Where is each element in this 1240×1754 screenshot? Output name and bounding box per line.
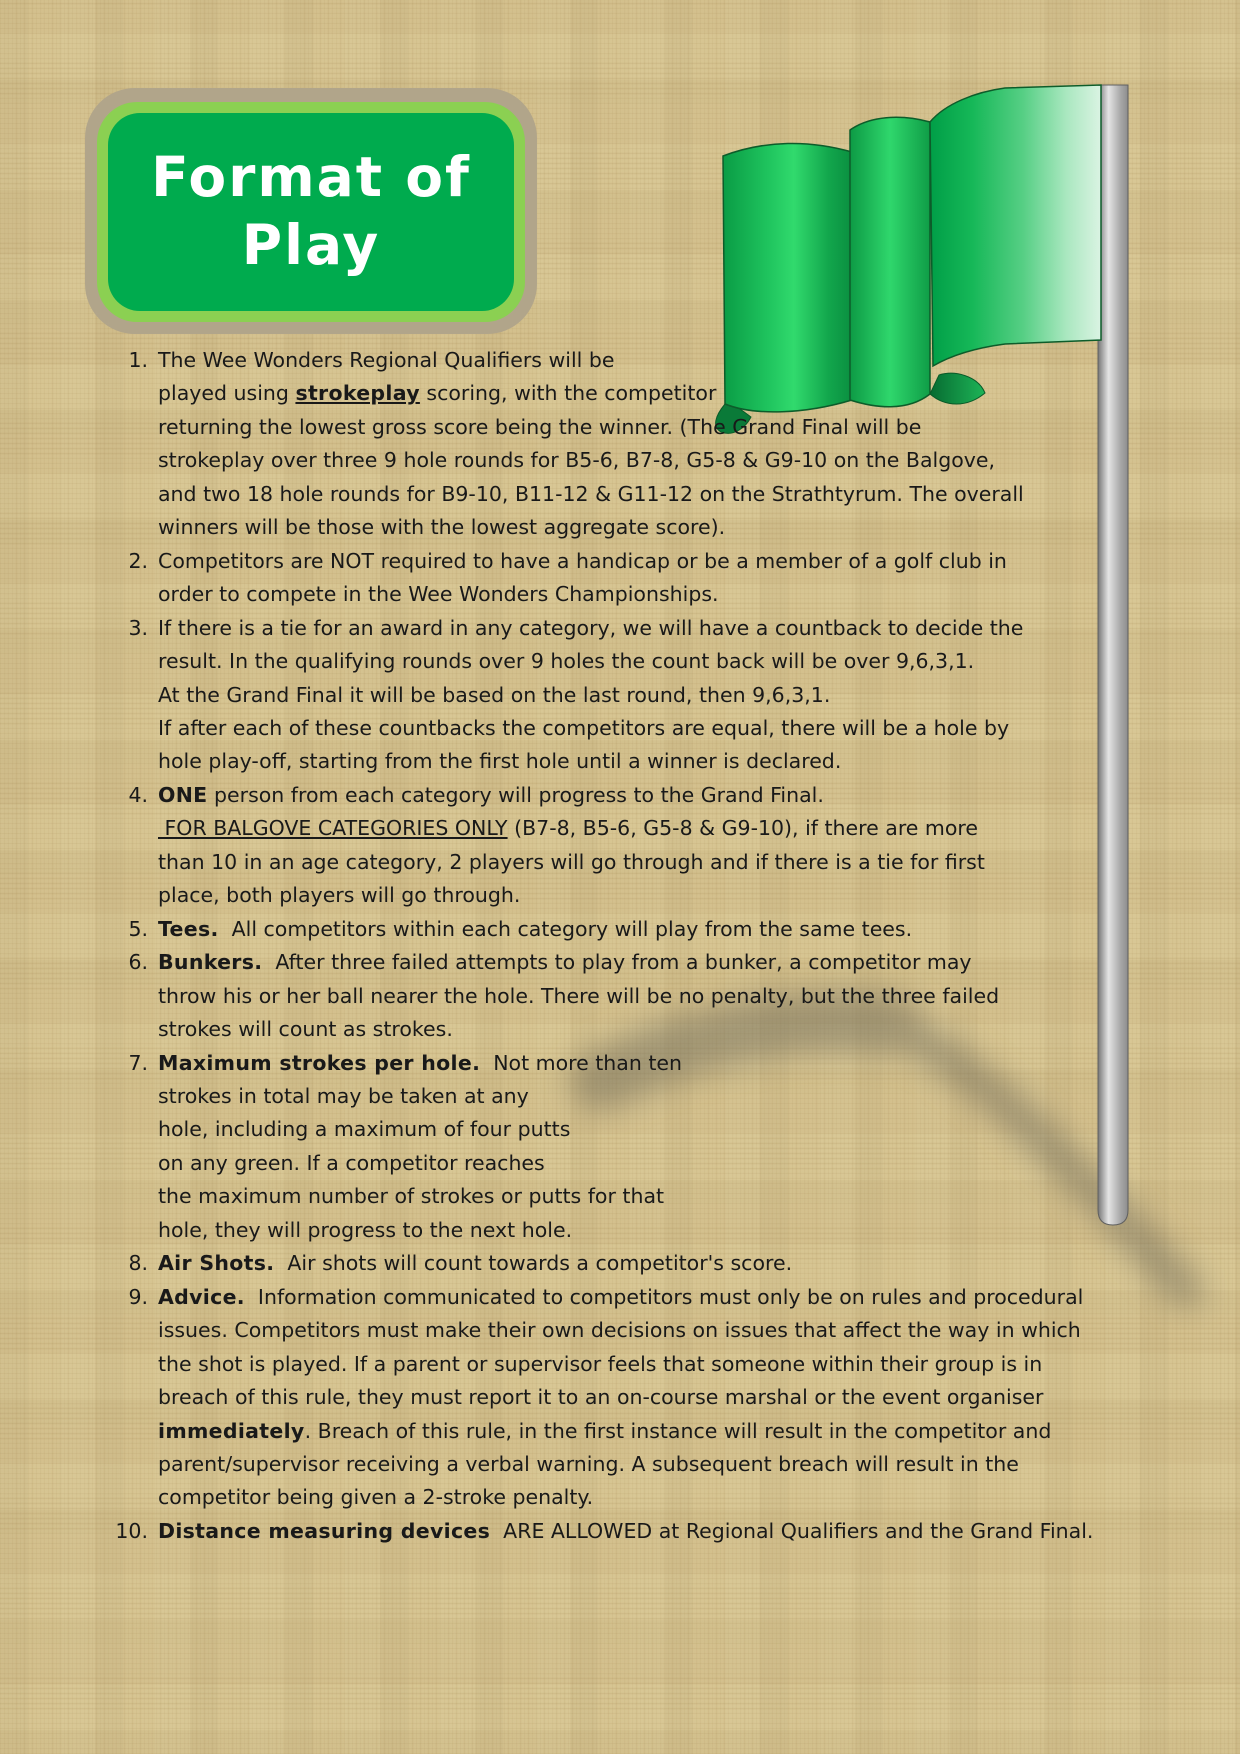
rule-text: and two 18 hole rounds for B9-10, B11-12 & G11-12 on the Strathtyrum. The overall (158, 481, 1024, 506)
rule-number: 4. (128, 782, 148, 807)
rule-text: issues. Competitors must make their own decisions on issues that affect the way in which (158, 1318, 1081, 1343)
rule-number (112, 1415, 158, 1448)
rule-number (112, 1348, 158, 1381)
rule-line (112, 478, 1202, 511)
rule-text: strokeplay over three 9 hole rounds for B5-6, B7-8, G5-8 & G9-10 on the Balgove, (158, 448, 996, 473)
rule-text: strokes in total may be taken at any (158, 1083, 529, 1108)
rule-number (112, 745, 158, 778)
rule-item (112, 612, 1202, 645)
rule-number (112, 1214, 158, 1247)
rule-text: order to compete in the Wee Wonders Championships. (158, 582, 719, 607)
rule-text: Distance measuring devices ARE ALLOWED at Regional Qualifiers and the Grand Final. (158, 1518, 1094, 1543)
title-box-fill (108, 113, 514, 311)
rule-number (112, 1080, 158, 1113)
rule-number (112, 1013, 158, 1046)
rule-number (112, 846, 158, 879)
rule-number: 5. (128, 916, 148, 941)
rule-text: Air Shots. Air shots will count towards a competitor's score. (158, 1251, 793, 1276)
rule-text: winners will be those with the lowest aggregate score). (158, 515, 726, 540)
rule-text: Tees. All competitors within each category will play from the same tees. (158, 916, 913, 941)
rule-text: the shot is played. If a parent or supervisor feels that someone within their group is in (158, 1351, 1043, 1376)
rule-number (112, 1113, 158, 1146)
rule-text: hole, including a maximum of four putts (158, 1117, 571, 1142)
rule-number (112, 1180, 158, 1213)
rule-number: 3. (128, 615, 148, 640)
rule-text: FOR BALGOVE CATEGORIES ONLY (B7-8, B5-6, G5-8 & G9-10), if there are more (158, 816, 979, 841)
rule-text: hole, they will progress to the next hole. (158, 1217, 573, 1242)
rule-line (112, 1481, 1202, 1514)
rule-line (112, 1113, 1202, 1146)
rule-line (112, 812, 1202, 845)
rule-line (112, 444, 1202, 477)
rule-line (112, 1314, 1202, 1347)
rule-item (112, 344, 1202, 377)
rule-number: 1. (128, 348, 148, 372)
rule-number (112, 712, 158, 745)
rule-text: Bunkers. After three failed attempts to play from a bunker, a competitor may (158, 950, 972, 975)
rule-line (112, 1448, 1202, 1481)
rule-text: Maximum strokes per hole. Not more than ten (158, 1050, 683, 1075)
rule-number (112, 411, 158, 444)
rule-text: If after each of these countbacks the competitors are equal, there will be a hole by (158, 715, 1010, 740)
rule-item (112, 1047, 1202, 1080)
rule-text: Advice. Information communicated to competitors must only be on rules and procedural (158, 1284, 1084, 1309)
rule-number (112, 511, 158, 544)
rule-line (112, 411, 1202, 444)
rule-line (112, 377, 1202, 410)
rule-line (112, 578, 1202, 611)
rule-line (112, 1013, 1202, 1046)
rule-number: 10. (115, 1518, 148, 1543)
title-box-border (97, 102, 525, 322)
rule-number: 2. (128, 548, 148, 573)
rule-item (112, 946, 1202, 979)
rule-text: place, both players will go through. (158, 883, 521, 908)
rule-text: returning the lowest gross score being the winner. (The Grand Final will be (158, 414, 922, 439)
rule-number (112, 478, 158, 511)
rules-list (112, 344, 1202, 1548)
rule-number (112, 444, 158, 477)
rule-line (112, 679, 1202, 712)
rule-number: 9. (128, 1284, 148, 1309)
rule-number (112, 645, 158, 678)
rule-line (112, 745, 1202, 778)
rule-number (112, 1448, 158, 1481)
rule-text: the maximum number of strokes or putts for that (158, 1184, 665, 1209)
rule-line (112, 712, 1202, 745)
rule-text: competitor being given a 2-stroke penalty. (158, 1485, 594, 1510)
rule-number (112, 377, 158, 410)
rule-text: on any green. If a competitor reaches (158, 1150, 545, 1175)
rule-number (112, 980, 158, 1013)
rule-item (112, 1247, 1202, 1280)
rule-line (112, 980, 1202, 1013)
rule-number (112, 1147, 158, 1180)
rule-line (112, 511, 1202, 544)
rule-text: hole play-off, starting from the first hole until a winner is declared. (158, 749, 842, 774)
rule-text: At the Grand Final it will be based on the last round, then 9,6,3,1. (158, 682, 831, 707)
rule-item (112, 779, 1202, 812)
rule-line (112, 1147, 1202, 1180)
rule-text: breach of this rule, they must report it to an on-course marshal or the event organiser (158, 1385, 1044, 1410)
rule-line (112, 1214, 1202, 1247)
rule-text: result. In the qualifying rounds over 9 holes the count back will be over 9,6,3,1. (158, 649, 975, 674)
rule-line (112, 879, 1202, 912)
rule-number (112, 812, 158, 845)
rule-number: 6. (128, 950, 148, 975)
rule-number (112, 1481, 158, 1514)
rule-line (112, 1415, 1202, 1448)
rule-text: strokes will count as strokes. (158, 1017, 453, 1042)
rule-text: Competitors are NOT required to have a handicap or be a member of a golf club in (158, 548, 1007, 573)
rule-number: 8. (128, 1251, 148, 1276)
rule-number (112, 1314, 158, 1347)
rule-text: throw his or her ball nearer the hole. There will be no penalty, but the three failed (158, 983, 1000, 1008)
rule-line (112, 1080, 1202, 1113)
rule-text: immediately. Breach of this rule, in the first instance will result in the competitor and (158, 1418, 1052, 1443)
page-title-line-2: Play (241, 213, 381, 277)
rule-line (112, 846, 1202, 879)
rule-number (112, 578, 158, 611)
rule-item (112, 1281, 1202, 1314)
title-box (85, 88, 537, 334)
rule-line (112, 645, 1202, 678)
rule-line (112, 1381, 1202, 1414)
rule-text: played using strokeplay scoring, with the competitor (158, 381, 717, 406)
rule-item (112, 913, 1202, 946)
rule-number: 7. (128, 1050, 148, 1075)
rule-line (112, 1180, 1202, 1213)
rule-text: The Wee Wonders Regional Qualifiers will be (158, 348, 615, 372)
rule-number (112, 1381, 158, 1414)
page-title-line-1: Format of (151, 145, 471, 210)
rule-line (112, 1348, 1202, 1381)
rule-item (112, 1515, 1202, 1548)
rule-text: ONE person from each category will progress to the Grand Final. (158, 782, 824, 807)
rule-text: than 10 in an age category, 2 players will go through and if there is a tie for first (158, 849, 985, 874)
rule-text: parent/supervisor receiving a verbal warning. A subsequent breach will result in the (158, 1451, 1019, 1476)
rule-number (112, 679, 158, 712)
flag-panel-right (930, 85, 1101, 366)
rule-number (112, 879, 158, 912)
rule-text: If there is a tie for an award in any category, we will have a countback to decide the (158, 615, 1024, 640)
rule-item (112, 545, 1202, 578)
